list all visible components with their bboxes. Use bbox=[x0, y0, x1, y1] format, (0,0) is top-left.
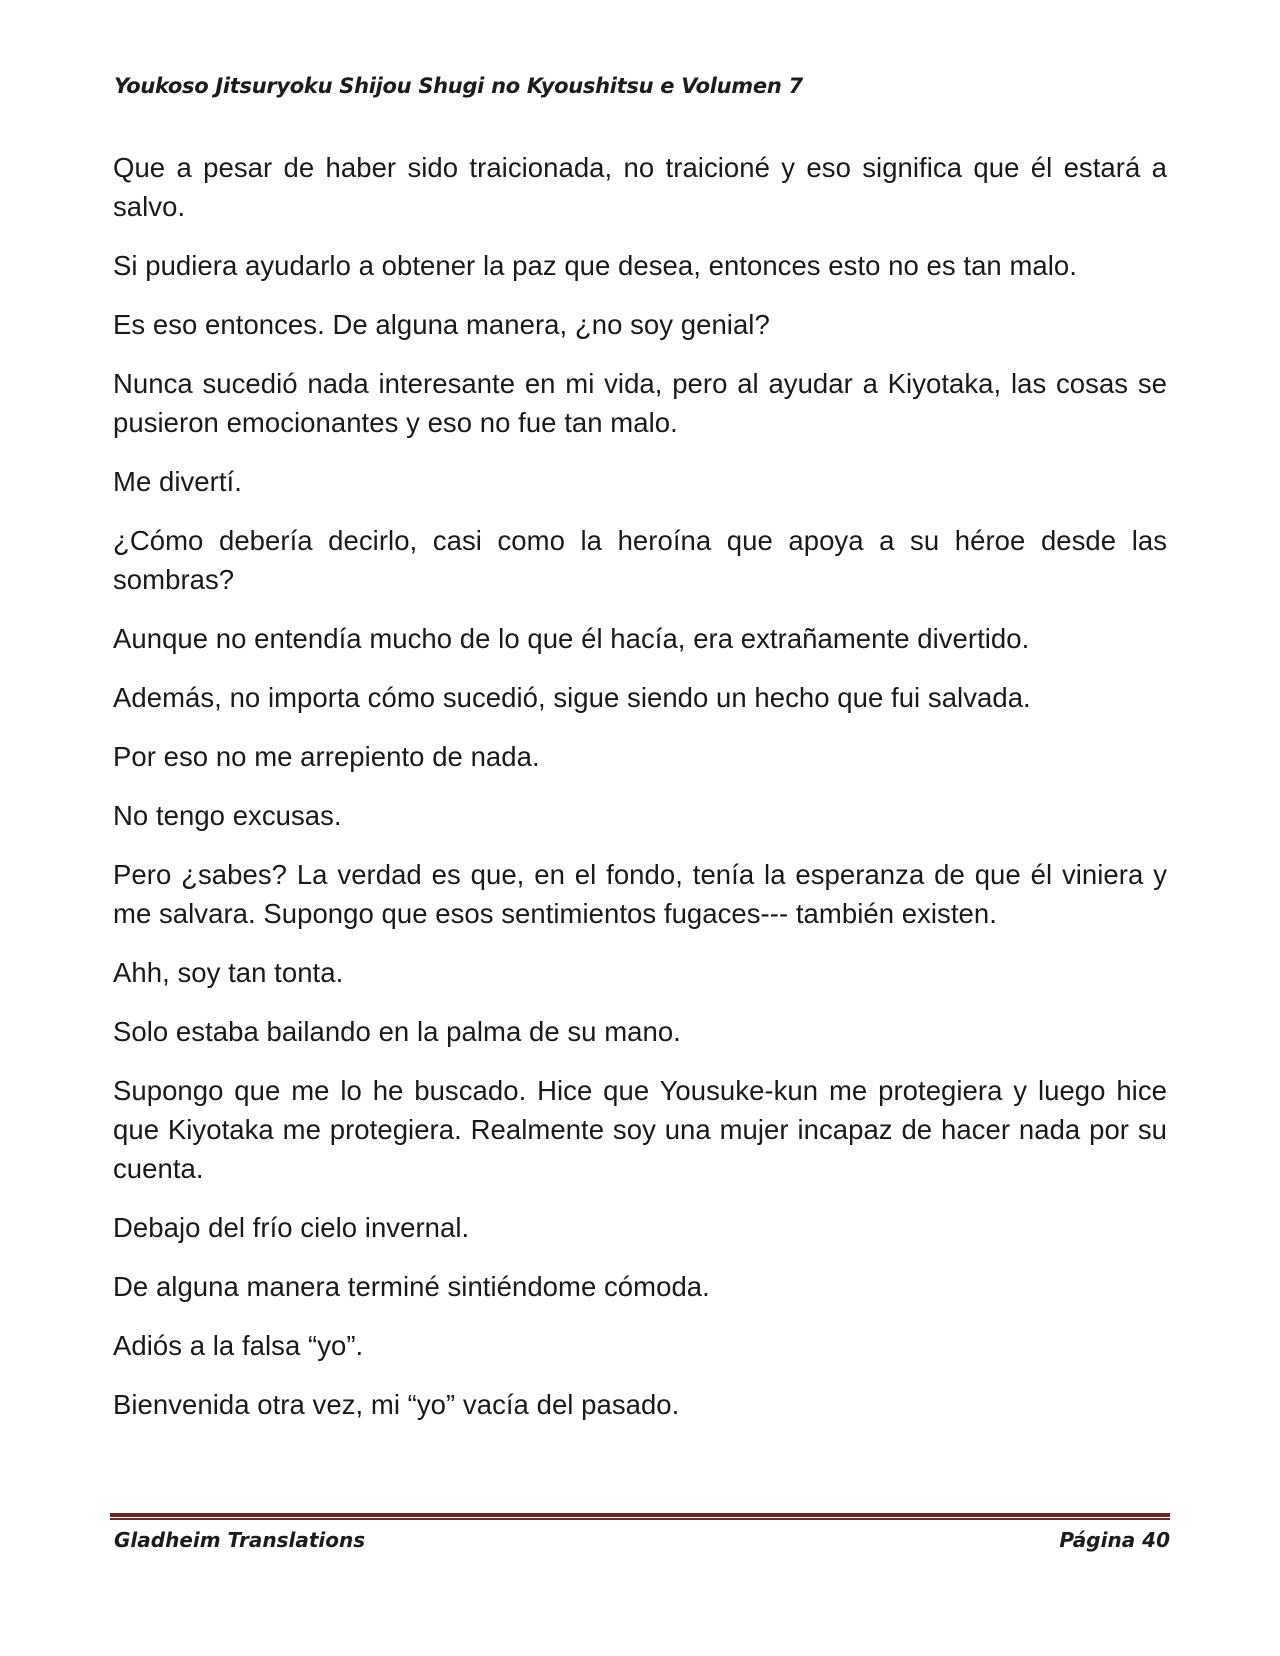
paragraph: Debajo del frío cielo invernal. bbox=[113, 1212, 470, 1243]
paragraph: Además, no importa cómo sucedió, sigue siendo un hecho que fui salvada. bbox=[113, 682, 1031, 713]
paragraph: Que a pesar de haber sido traicionada, no traicioné y eso significa que él estará a salvo. bbox=[113, 152, 1167, 222]
paragraph: Adiós a la falsa “yo”. bbox=[113, 1330, 364, 1361]
footer-divider bbox=[110, 1513, 1170, 1520]
paragraph: Aunque no entendía mucho de lo que él hacía, era extrañamente divertido. bbox=[113, 623, 1030, 654]
paragraph: Ahh, soy tan tonta. bbox=[113, 957, 344, 988]
paragraph: Nunca sucedió nada interesante en mi vida, pero al ayudar a Kiyotaka, las cosas se pusieron emocionantes y eso no fue tan malo. bbox=[113, 368, 1167, 438]
paragraph: Por eso no me arrepiento de nada. bbox=[113, 741, 540, 772]
paragraph: ¿Cómo debería decirlo, casi como la heroína que apoya a su héroe desde las sombras? bbox=[113, 525, 1167, 595]
paragraph: Si pudiera ayudarlo a obtener la paz que desea, entonces esto no es tan malo. bbox=[113, 250, 1077, 281]
paragraph: No tengo excusas. bbox=[113, 800, 342, 831]
paragraph: Supongo que me lo he buscado. Hice que Yousuke-kun me protegiera y luego hice que Kiyotaka me protegiera. Realmente soy una mujer incapaz de hacer nada por su cuenta. bbox=[113, 1075, 1167, 1184]
footer-divider-thick bbox=[110, 1513, 1170, 1517]
page-number: Página 40 bbox=[1059, 1528, 1170, 1552]
body-text bbox=[113, 148, 1167, 1444]
footer-credit: Gladheim Translations bbox=[114, 1528, 366, 1552]
paragraph: Bienvenida otra vez, mi “yo” vacía del pasado. bbox=[113, 1389, 680, 1420]
running-header-title: Youkoso Jitsuryoku Shijou Shugi no Kyoushitsu e Volumen 7 bbox=[114, 74, 803, 98]
paragraph: Me divertí. bbox=[113, 466, 242, 497]
paragraph: Solo estaba bailando en la palma de su mano. bbox=[113, 1016, 681, 1047]
paragraph: Es eso entonces. De alguna manera, ¿no soy genial? bbox=[113, 309, 770, 340]
paragraph: Pero ¿sabes? La verdad es que, en el fondo, tenía la esperanza de que él viniera y me salvara. Supongo que esos sentimientos fugaces--- también existen. bbox=[113, 859, 1167, 929]
paragraph: De alguna manera terminé sintiéndome cómoda. bbox=[113, 1271, 710, 1302]
footer-divider-thin bbox=[110, 1518, 1170, 1520]
